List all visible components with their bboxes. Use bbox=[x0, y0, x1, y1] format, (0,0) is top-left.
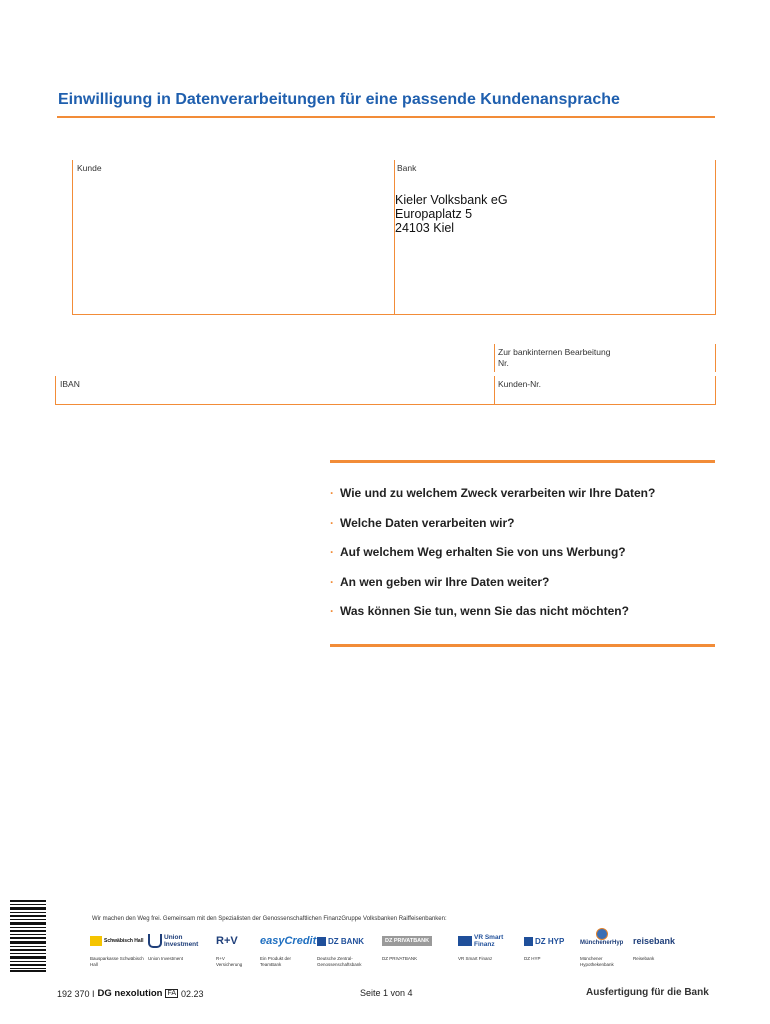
list-item bbox=[330, 575, 715, 605]
iban-label: IBAN bbox=[60, 379, 80, 389]
dg-nexolution-logo: DG nexolution bbox=[97, 988, 163, 999]
list-item bbox=[330, 486, 715, 516]
logo-caption: Reisebank bbox=[633, 956, 655, 961]
page-number: Seite 1 von 4 bbox=[360, 988, 413, 998]
question-text: Welche Daten verarbeiten wir? bbox=[340, 515, 515, 530]
muenchener-hyp-logo: MünchenerHyp bbox=[580, 928, 623, 952]
internal-processing-label: Zur bankinternen Bearbeitung bbox=[498, 347, 611, 357]
bank-box bbox=[394, 160, 716, 315]
dz-privatbank-logo: DZ PRIVATBANK bbox=[382, 930, 432, 952]
form-version: 02.23 bbox=[181, 988, 204, 999]
muenchener-hyp-emblem-icon bbox=[596, 928, 608, 940]
form-number: 192 370 I bbox=[57, 988, 95, 999]
logo-caption: DZ PRIVATBANK bbox=[382, 956, 418, 961]
logo-caption: Münchener Hypothekenbank bbox=[580, 956, 614, 967]
vr-smart-finanz-logo: VR Smart Finanz bbox=[458, 930, 510, 952]
customer-box[interactable] bbox=[72, 160, 395, 315]
logo-caption: Deutsche Zentral-Genossenschaftsbank bbox=[317, 956, 362, 967]
bank-address bbox=[395, 193, 508, 235]
union-investment-logo: Union Investment bbox=[148, 930, 200, 952]
list-item bbox=[330, 545, 715, 575]
dz-hyp-logo: DZ HYP bbox=[524, 930, 564, 952]
bank-label: Bank bbox=[397, 163, 417, 173]
reisebank-logo: reisebank bbox=[633, 936, 676, 946]
iban-box[interactable] bbox=[55, 376, 495, 405]
r-v-logo: R+V bbox=[216, 935, 238, 947]
list-item bbox=[330, 604, 715, 634]
logo-caption: VR Smart Finanz bbox=[458, 956, 493, 961]
barcode-icon bbox=[10, 900, 46, 972]
dz-bank-logo: DZ BANK bbox=[317, 930, 364, 952]
logo-caption: Bausparkasse Schwäbisch Hall bbox=[90, 956, 144, 967]
bullet-icon: · bbox=[330, 574, 334, 589]
questions-bottom-rule bbox=[330, 644, 715, 647]
bullet-icon: · bbox=[330, 604, 334, 618]
bullet-icon: · bbox=[330, 515, 334, 530]
fa-tag: FA bbox=[167, 990, 177, 997]
bank-name: Kieler Volksbank eG bbox=[395, 193, 508, 207]
question-text: Was können Sie tun, wenn Sie das nicht möchten? bbox=[340, 604, 629, 618]
dz-hyp-mark-icon bbox=[524, 937, 533, 946]
partners-intro: Wir machen den Weg frei. Gemeinsam mit den Spezialisten der Genossenschaftlichen FinanzGruppe Volksbanken Raiffeisenbanken: bbox=[92, 916, 447, 922]
bank-street: Europaplatz 5 bbox=[395, 207, 473, 221]
logo-caption: R+V Versicherung bbox=[216, 956, 243, 967]
copy-label: Ausfertigung für die Bank bbox=[586, 987, 709, 998]
schwaebisch-hall-logo: Schwäbisch Hall bbox=[90, 930, 143, 952]
footer-form-code bbox=[57, 988, 204, 999]
vr-mark-icon bbox=[458, 936, 472, 946]
questions-list bbox=[330, 486, 715, 634]
logo-caption: Ein Produkt der TeamBank bbox=[260, 956, 292, 967]
question-text: An wen geben wir Ihre Daten weiter? bbox=[340, 574, 550, 589]
nr-label: Nr. bbox=[498, 358, 509, 368]
partner-logos bbox=[90, 930, 730, 970]
customer-nr-label: Kunden-Nr. bbox=[498, 379, 541, 389]
bullet-icon: · bbox=[330, 486, 334, 500]
list-item bbox=[330, 516, 715, 546]
bullet-icon: · bbox=[330, 545, 334, 559]
easycredit-logo: easyCredit bbox=[260, 935, 317, 947]
house-icon bbox=[90, 936, 102, 946]
logo-caption: Union Investment bbox=[148, 956, 184, 961]
u-icon bbox=[148, 934, 162, 948]
logo-caption: DZ HYP bbox=[524, 956, 541, 961]
title-underline bbox=[57, 116, 715, 118]
question-text: Wie und zu welchem Zweck verarbeiten wir Ihre Daten? bbox=[340, 486, 656, 500]
page-title: Einwilligung in Datenverarbeitungen für eine passende Kundenansprache bbox=[58, 91, 620, 108]
questions-top-rule bbox=[330, 460, 715, 463]
dz-bank-mark-icon bbox=[317, 937, 326, 946]
question-text: Auf welchem Weg erhalten Sie von uns Werbung? bbox=[340, 545, 626, 559]
bank-city: 24103 Kiel bbox=[395, 221, 455, 235]
customer-label: Kunde bbox=[77, 163, 102, 173]
